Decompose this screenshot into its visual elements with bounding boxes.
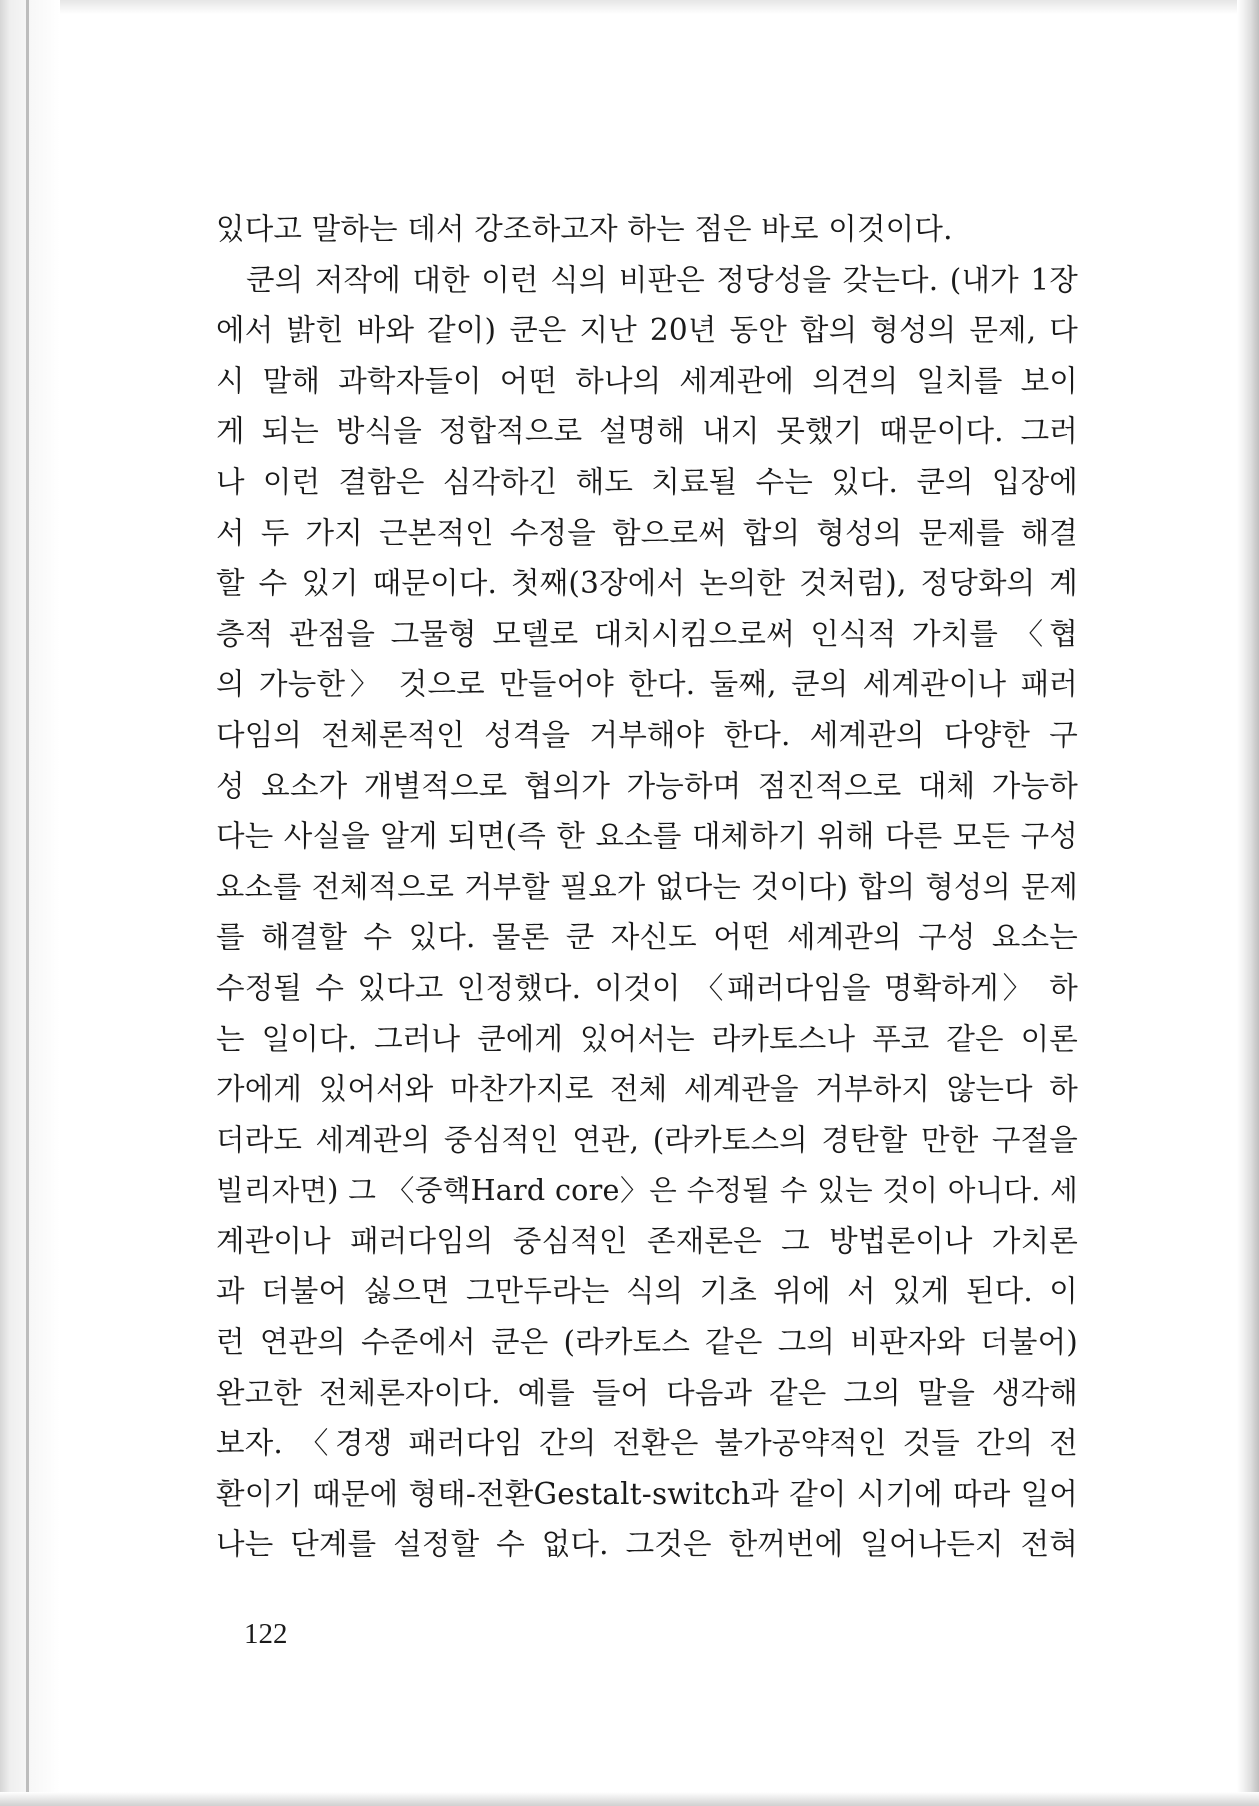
text-line: 나 이런 결함은 심각하긴 해도 치료될 수는 있다. 쿤의 입장에 xyxy=(216,464,1078,499)
text-line: 시 말해 과학자들이 어떤 하나의 세계관에 의견의 일치를 보이 xyxy=(216,363,1078,398)
text-line: 요소를 전체적으로 거부할 필요가 없다는 것이다) 합의 형성의 문제 xyxy=(216,869,1078,904)
text-line: 과 더불어 싫으면 그만두라는 식의 기초 위에 서 있게 된다. 이 xyxy=(216,1274,1078,1309)
text-line: 의 가능한〉 것으로 만들어야 한다. 둘째, 쿤의 세계관이나 패러 xyxy=(216,667,1078,702)
text-line: 수정될 수 있다고 인정했다. 이것이 〈패러다임을 명확하게〉 하 xyxy=(216,970,1078,1005)
body-text xyxy=(216,204,1078,1570)
text-line: 서 두 가지 근본적인 수정을 함으로써 합의 형성의 문제를 해결 xyxy=(216,515,1078,550)
text-line: 를 해결할 수 있다. 물론 쿤 자신도 어떤 세계관의 구성 요소는 xyxy=(216,920,1078,955)
text-line: 더라도 세계관의 중심적인 연관, (라카토스의 경탄할 만한 구절을 xyxy=(216,1122,1078,1157)
text-line: 할 수 있기 때문이다. 첫째(3장에서 논의한 것처럼), 정당화의 계 xyxy=(216,566,1078,601)
text-line: 다임의 전체론적인 성격을 거부해야 한다. 세계관의 다양한 구 xyxy=(216,717,1078,752)
text-line: 보자. 〈경쟁 패러다임 간의 전환은 불가공약적인 것들 간의 전 xyxy=(216,1426,1078,1461)
page-number: 122 xyxy=(244,1618,288,1650)
text-line: 계관이나 패러다임의 중심적인 존재론은 그 방법론이나 가치론 xyxy=(216,1223,1078,1258)
text-line: 빌리자면) 그 〈중핵Hard core〉은 수정될 수 있는 것이 아니다. 세 xyxy=(216,1173,1078,1208)
page-right-edge xyxy=(1237,0,1259,1806)
text-line: 있다고 말하는 데서 강조하고자 하는 점은 바로 이것이다. xyxy=(216,212,953,246)
text-line: 는 일이다. 그러나 쿤에게 있어서는 라카토스나 푸코 같은 이론 xyxy=(216,1021,1078,1056)
text-line: 성 요소가 개별적으로 협의가 가능하며 점진적으로 대체 가능하 xyxy=(216,768,1078,803)
text-line: 쿤의 저작에 대한 이런 식의 비판은 정당성을 갖는다. (내가 1장 xyxy=(246,262,1078,297)
text-line: 런 연관의 수준에서 쿤은 (라카토스 같은 그의 비판자와 더불어) xyxy=(216,1325,1078,1360)
text-line: 층적 관점을 그물형 모델로 대치시킴으로써 인식적 가치를 〈협 xyxy=(216,616,1078,651)
text-line: 완고한 전체론자이다. 예를 들어 다음과 같은 그의 말을 생각해 xyxy=(216,1375,1078,1410)
text-line: 나는 단계를 설정할 수 없다. 그것은 한꺼번에 일어나든지 전혀 xyxy=(216,1527,1078,1562)
page-top-shadow xyxy=(0,0,1259,14)
text-line: 게 되는 방식을 정합적으로 설명해 내지 못했기 때문이다. 그러 xyxy=(216,414,1078,449)
page-bottom-shadow xyxy=(0,1792,1259,1806)
book-spine-edge xyxy=(26,0,29,1806)
book-spine-shadow xyxy=(0,0,60,1806)
text-line: 에서 밝힌 바와 같이) 쿤은 지난 20년 동안 합의 형성의 문제, 다 xyxy=(216,313,1078,348)
text-line: 가에게 있어서와 마찬가지로 전체 세계관을 거부하지 않는다 하 xyxy=(216,1072,1078,1107)
text-line: 환이기 때문에 형태-전환Gestalt-switch과 같이 시기에 따라 일어 xyxy=(216,1476,1078,1511)
text-line: 다는 사실을 알게 되면(즉 한 요소를 대체하기 위해 다른 모든 구성 xyxy=(216,819,1078,854)
